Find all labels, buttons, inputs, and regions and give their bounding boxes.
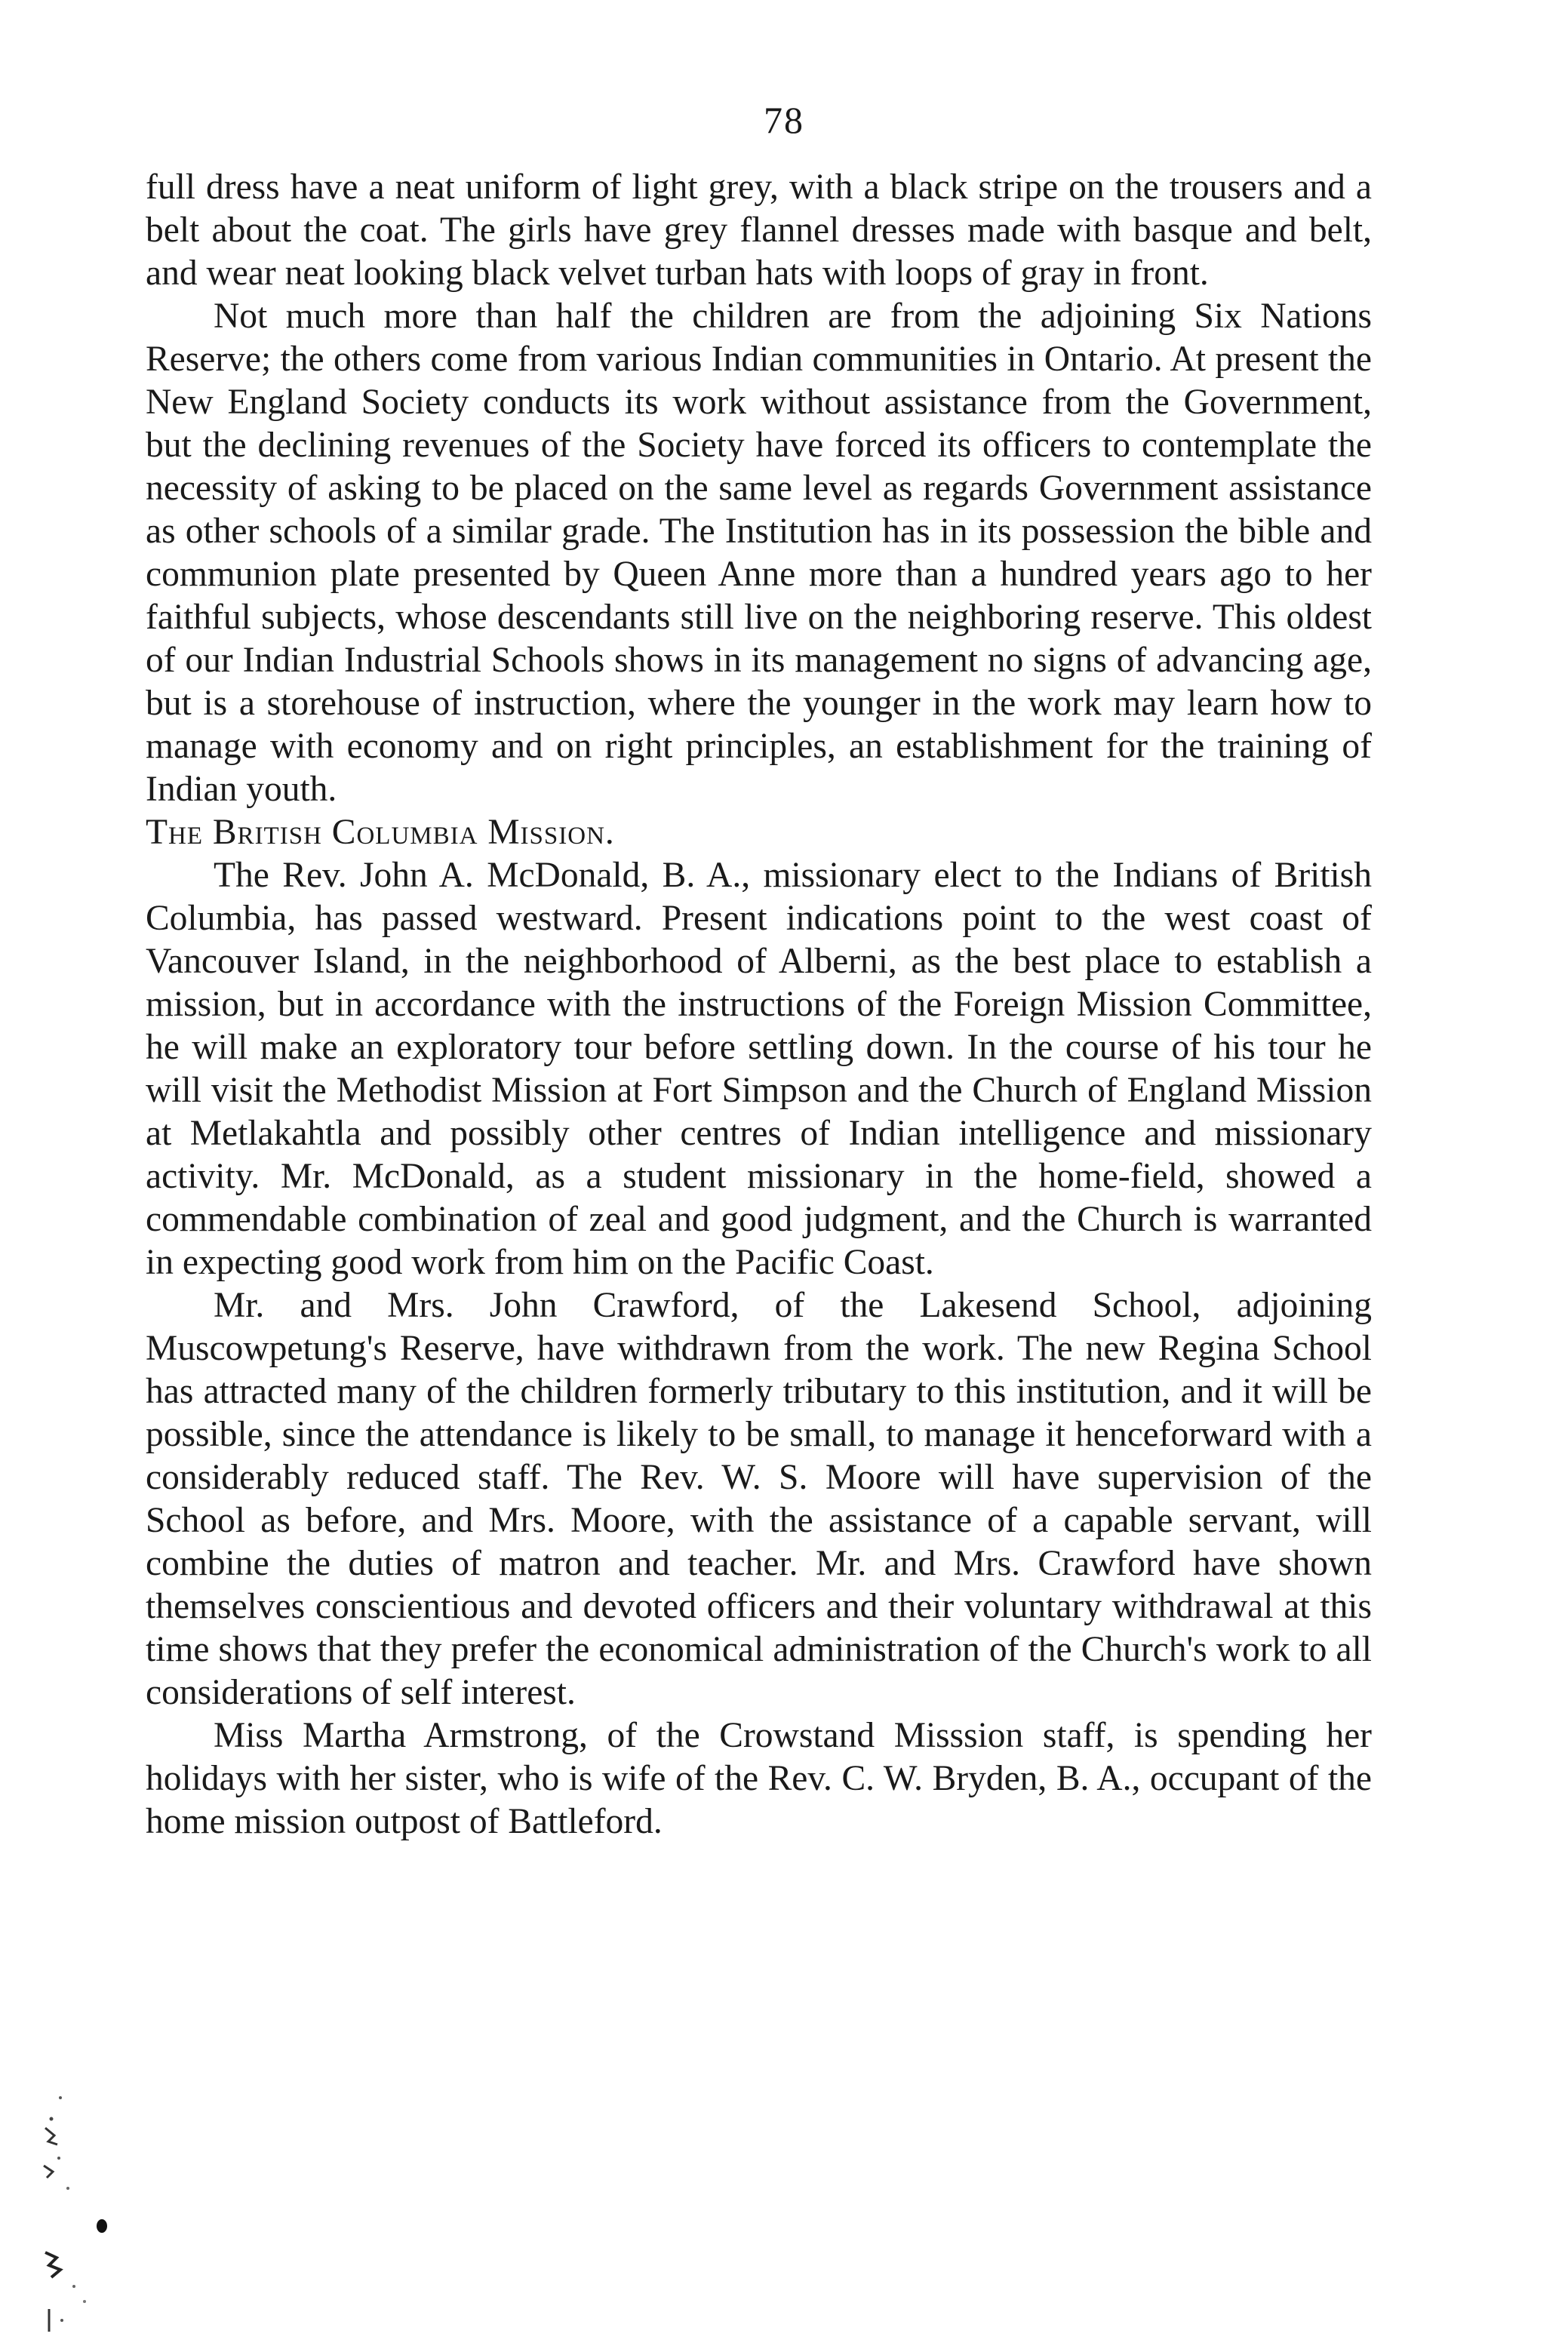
section-heading: The British Columbia Mission.: [146, 813, 615, 852]
paragraph-mcdonald: The Rev. John A. McDonald, B. A., missionary elect to the Indians of British Columbia, has passed westward. Present indications point to the west coast of Vancouver Island, in the neighborhood of Alberni, as the best place to establish a mission, but in accordance with the instructions of the Foreign Mission Committee, he will make an exploratory tour before settling down. In the course of his tour he will visit the Methodist Mission at Fort Simpson and the Church of England Mission at Metlakahtla and possibly other centres of Indian intelligence and missionary activity. Mr. McDonald, as a student missionary in the home-field, showed a commendable combination of zeal and good judgment, and the Church is warranted in expecting good work from him on the Pacific Coast.: [146, 856, 1372, 1282]
paragraph-six-nations: Not much more than half the children are from the adjoining Six Nations Reserve; the others come from various Indian communities in Ontario. At present the New England Society conducts its work without assistance from the Government, but the declining revenues of the Society have forced its officers to contemplate the necessity of asking to be placed on the same level as regards Government assistance as other schools of a similar grade. The Institution has in its possession the bible and communion plate presented by Queen Anne more than a hundred years ago to her faithful subjects, whose descendants still live on the neighboring reserve. This oldest of our Indian Industrial Schools shows in its management no signs of advancing age, but is a storehouse of instruction, where the younger in the work may learn how to manage with economy and on right principles, an establishment for the training of Indian youth.: [146, 297, 1372, 809]
body-text: [146, 166, 1372, 1843]
scan-specks-decoration: [15, 2083, 121, 2339]
paragraph-armstrong: Miss Martha Armstrong, of the Crowstand Misssion staff, is spending her holidays with her sister, who is wife of the Rev. C. W. Bryden, B. A., occupant of the home mission outpost of Battleford.: [146, 1716, 1372, 1841]
page-number: 78: [764, 99, 804, 141]
paragraph-crawford: Mr. and Mrs. John Crawford, of the Lakesend School, adjoining Muscowpetung's Reserve, have withdrawn from the work. The new Regina School has attracted many of the children formerly tributary to this institution, and it will be possible, since the attendance is likely to be small, to manage it henceforward with a considerably reduced staff. The Rev. W. S. Moore will have supervision of the School as before, and Mrs. Moore, with the assistance of a capable servant, will combine the duties of matron and teacher. Mr. and Mrs. Crawford have shown themselves conscientious and devoted officers and their voluntary withdrawal at this time shows that they prefer the economical administration of the Church's work to all considerations of self interest.: [146, 1286, 1372, 1712]
paragraph-uniforms: full dress have a neat uniform of light grey, with a black stripe on the trousers and a belt about the coat. The girls have grey flannel dresses made with basque and belt, and wear neat looking black velvet turban hats with loops of gray in front.: [146, 168, 1372, 293]
